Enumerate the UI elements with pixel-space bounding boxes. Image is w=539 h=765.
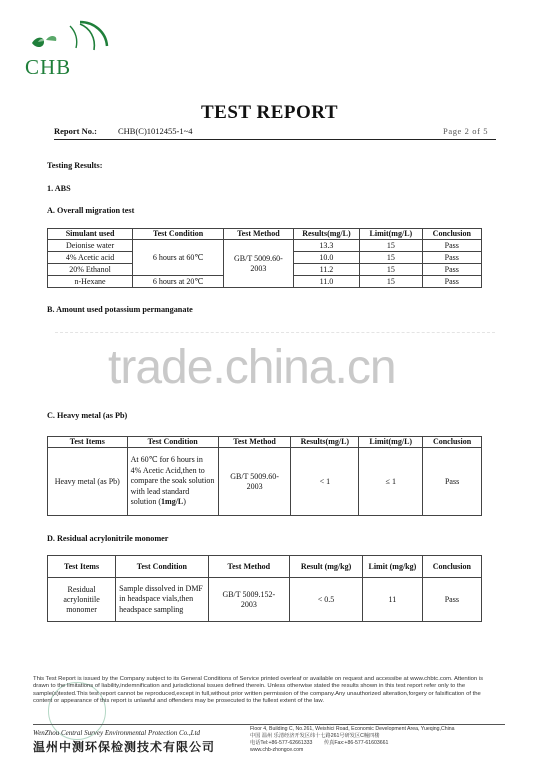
address-cn: 中国 温州 乐清经济开发区纬十七路261号研发区C幢四楼 [250,733,380,739]
table-header: Conclusion [422,229,481,240]
simulant-cell: 4% Acetic acid [48,252,133,264]
result-cell: 11.2 [293,264,359,276]
fax: 传真Fax:+86-577-61603661 [323,740,389,746]
method-cell: GB/T 5009.60-2003 [224,240,294,288]
test-item-cell: Residual acrylonitile monomer [48,578,116,622]
condition-cell: 6 hours at 20℃ [133,276,224,288]
section-a-title: A. Overall migration test [47,206,135,215]
table-header: Test Items [48,437,128,448]
table-row [48,578,482,622]
table-header: Test Items [48,556,116,578]
company-address [250,726,455,754]
limit-cell: 15 [360,240,422,252]
result-cell: 10.0 [293,252,359,264]
watermark-text: trade.china.cn [108,341,396,394]
heavy-metal-table [47,436,482,516]
table-header: Test Method [218,437,291,448]
address-en: Floor 4, Building C, No.261, Weishici Road, Economic Development Area, Yueqing,China [250,726,455,732]
table-header: Test Condition [127,437,218,448]
obscured-table-edge [55,332,495,333]
table-header: Simulant used [48,229,133,240]
testing-results-label: Testing Results: [47,161,103,170]
limit-cell: ≤ 1 [359,448,423,516]
simulant-cell: 20% Ethanol [48,264,133,276]
company-name-en: WenZhou Central Survey Environmental Protection Co.,Ltd [33,729,201,737]
table-header: Conclusion [423,437,482,448]
table-header: Test Condition [116,556,208,578]
contact-line [250,740,455,747]
table-header: Result (mg/kg) [290,556,363,578]
condition-text: At 60℃ for 6 hours in 4% Acetic Acid,then to compare the soak solution with lead standard solution ( [130,455,215,507]
result-cell: 13.3 [293,240,359,252]
table-header: Results(mg/L) [291,437,359,448]
report-no-value: CHB(C)1012455-1~4 [118,126,193,136]
limit-cell: 15 [360,276,422,288]
table-header: Conclusion [422,556,481,578]
result-cell: < 0.5 [290,578,363,622]
report-title: TEST REPORT [201,102,338,123]
conclusion-cell: Pass [423,448,482,516]
condition-cell: 6 hours at 60℃ [133,240,224,276]
condition-cell [127,448,218,516]
acrylonitrile-table [47,555,482,622]
table-header: Results(mg/L) [293,229,359,240]
conclusion-cell: Pass [422,240,481,252]
section-d-title: D. Residual acrylonitrile monomer [47,534,169,543]
simulant-cell: Deionise water [48,240,133,252]
conclusion-cell: Pass [422,276,481,288]
result-cell: 11.0 [293,276,359,288]
report-no-label: Report No.: [54,126,97,136]
website: www.chb-zhongce.com [250,747,304,753]
limit-cell: 15 [360,252,422,264]
condition-close: ) [183,497,186,507]
overall-migration-table [47,228,482,288]
method-cell: GB/T 5009.152-2003 [208,578,289,622]
limit-cell: 11 [363,578,423,622]
table-header: Limit (mg/kg) [363,556,423,578]
table-header: Test Method [224,229,294,240]
page-number: Page 2 of 5 [443,126,489,136]
section-b-title: B. Amount used potassium permanganate [47,305,193,314]
table-header: Test Condition [133,229,224,240]
company-name-cn: 温州中测环保检测技术有限公司 [33,740,216,754]
tel: 电话Tel:+86-577-62661333 [250,740,313,746]
footer-rule [33,724,505,725]
conclusion-cell: Pass [422,578,481,622]
test-item-cell: Heavy metal (as Pb) [48,448,128,516]
simulant-cell: n-Hexane [48,276,133,288]
abs-label: 1. ABS [47,184,71,193]
footer-disclaimer: This Test Report is issued by the Company subject to its General Conditions of Service printed overleaf or available on request and accessibe at www.chbtc.com. Attention is drawn to the limitations of liability,indemnification and jurisdictional issues defined therein. Unless otherwise stated the results shown in this test report refer only to the sample(s)tested.This test report cannot be reproduced,except in full,without prior written permission of the company.Any unauthorized alteration,forgery or falsification of the content or appearance of this report is unlawful and offenders may be prosecuted to the fullest extent of the law. [33,676,484,705]
conclusion-cell: Pass [422,264,481,276]
table-row [48,448,482,516]
logo-text: CHB [25,55,72,79]
table-header: Limit(mg/L) [359,437,423,448]
limit-cell: 15 [360,264,422,276]
table-header: Test Method [208,556,289,578]
method-cell: GB/T 5009.60-2003 [218,448,291,516]
result-cell: < 1 [291,448,359,516]
header-rule [54,139,496,140]
section-c-title: C. Heavy metal (as Pb) [47,411,128,420]
condition-cell: Sample dissolved in DMF in headspace vials,then headspace sampling [116,578,208,622]
condition-unit: 1mg/L [161,497,184,507]
conclusion-cell: Pass [422,252,481,264]
table-row [48,240,482,252]
table-header: Limit(mg/L) [360,229,422,240]
